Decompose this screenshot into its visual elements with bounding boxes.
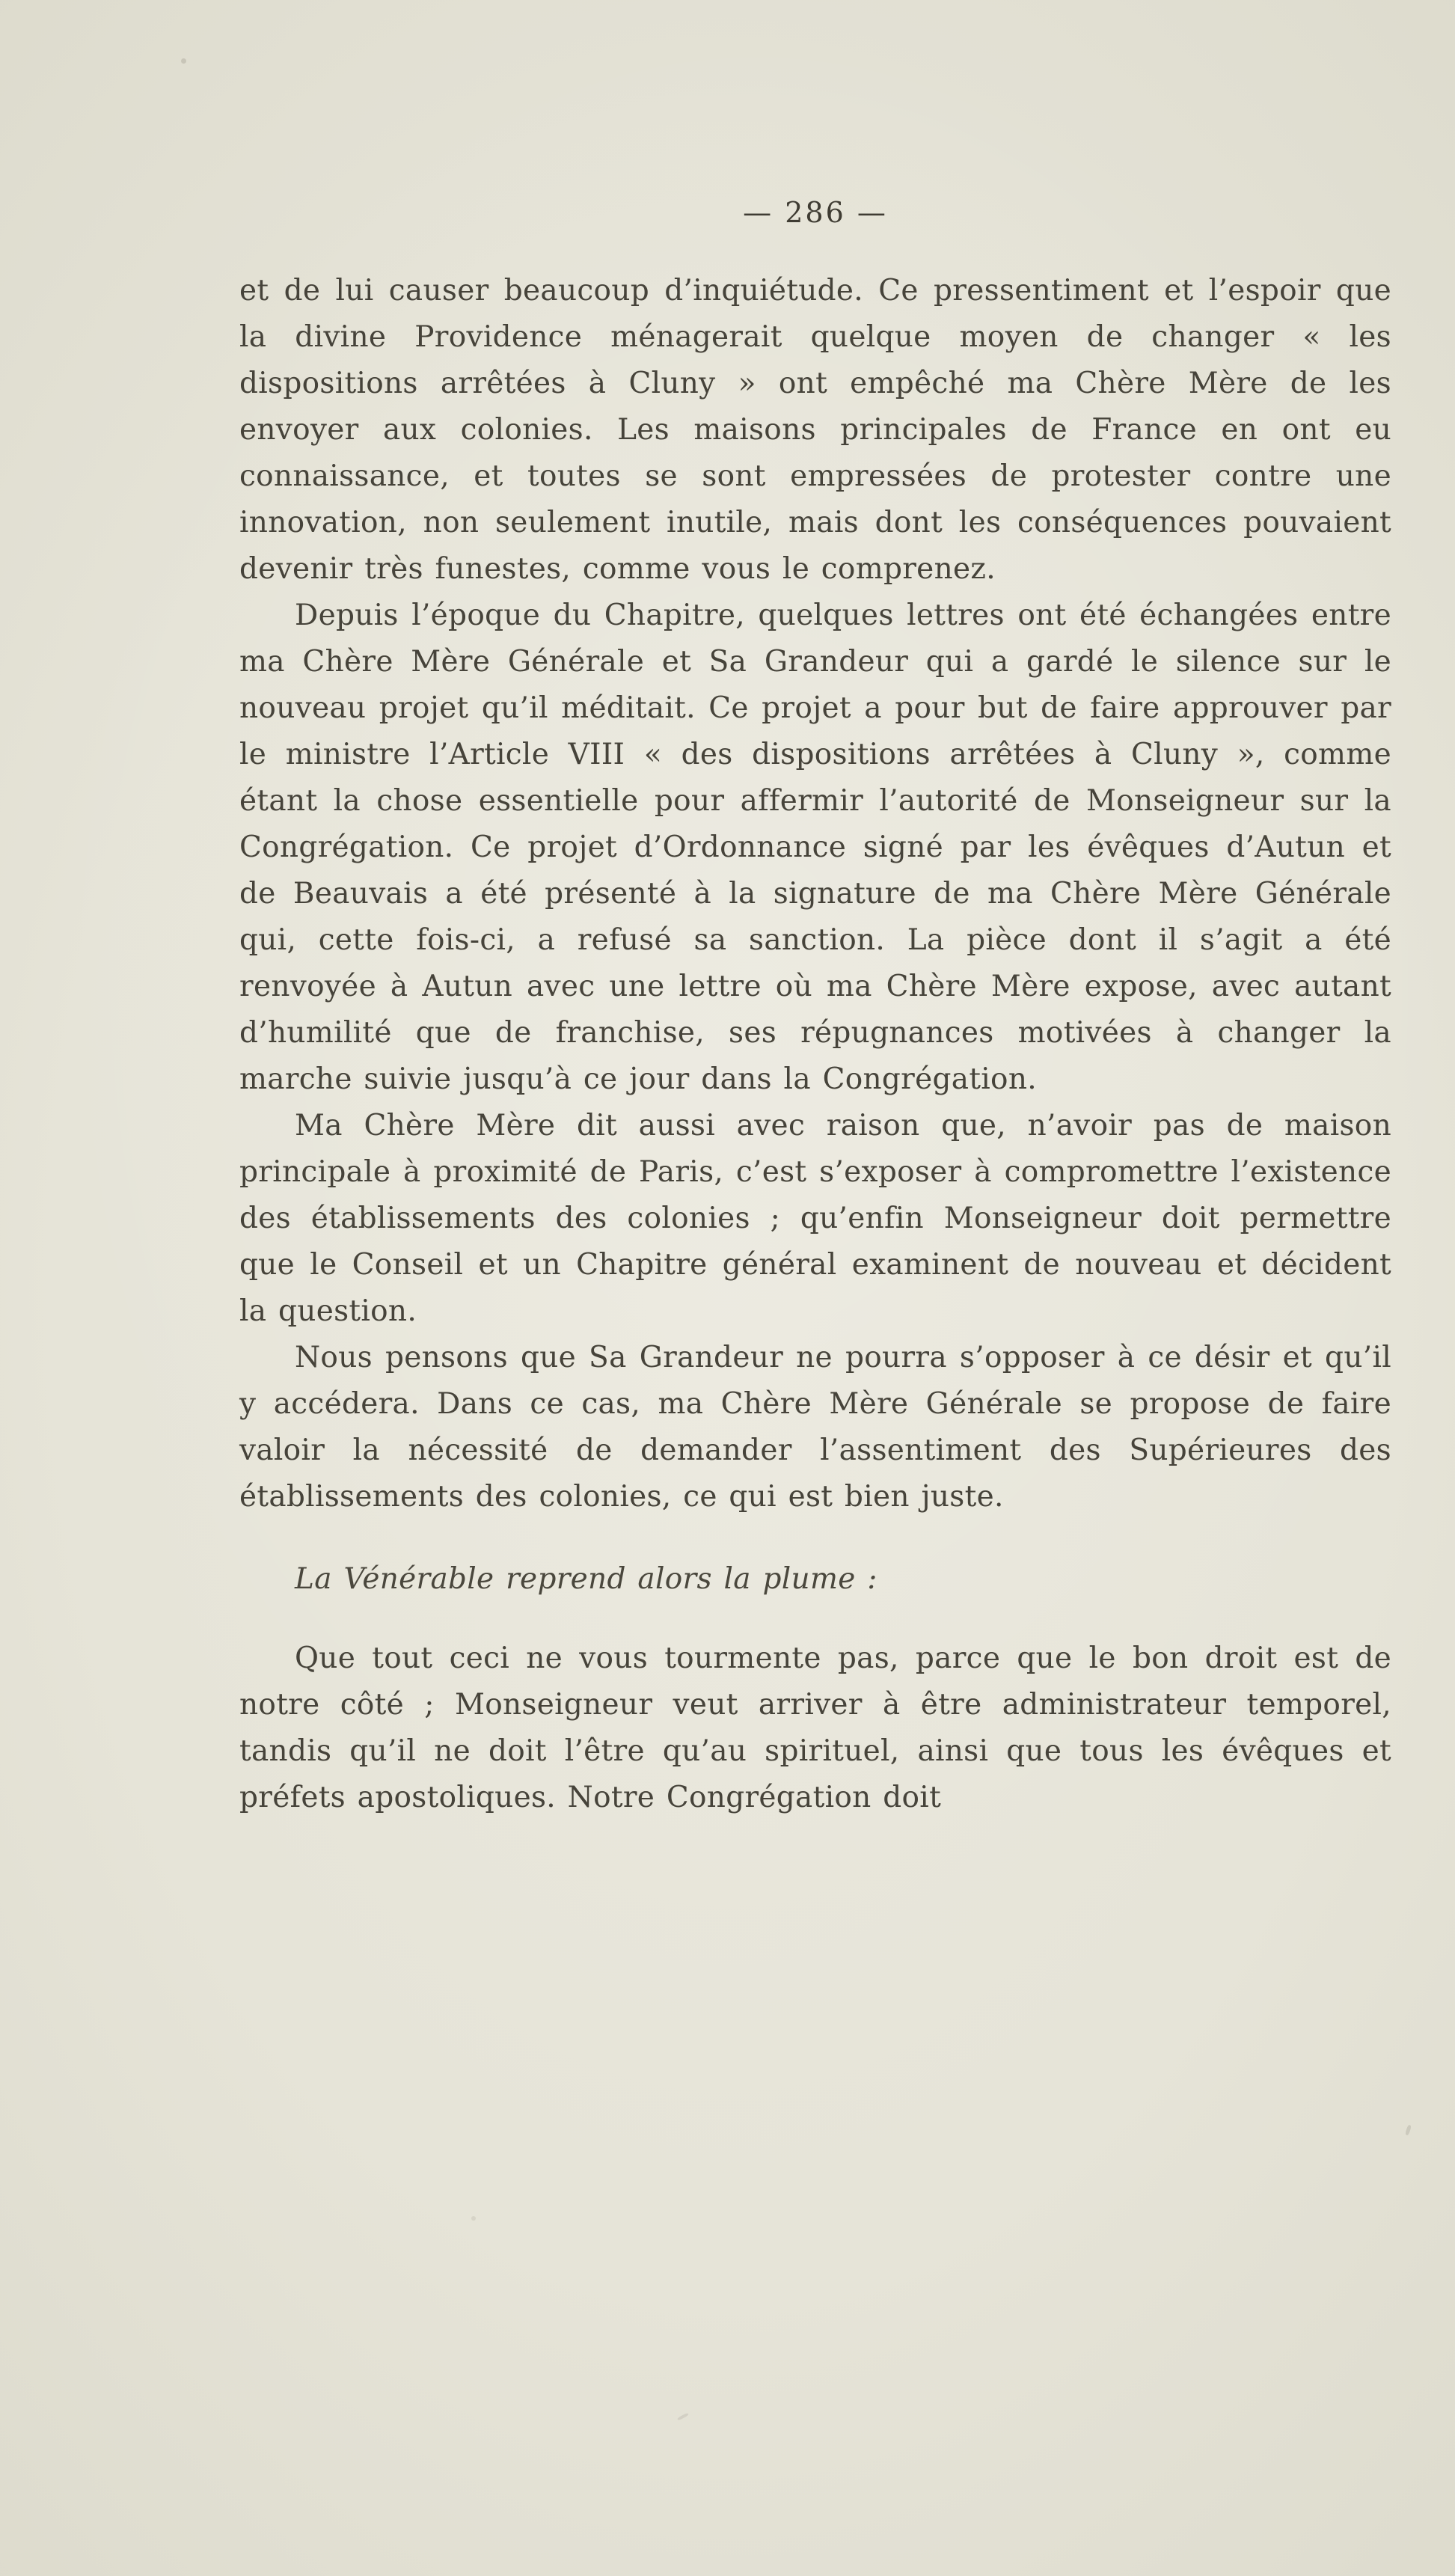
paragraph-continuation: et de lui causer beaucoup d’inquiétude. Ce pressentiment et l’espoir que la divine Providence ménagerait quelque moyen de changer « les dispositions arrêtées à Cluny » ont empêché ma Chère Mère de les envoyer aux colonies. Les maisons principales de France en ont eu connaissance, et toutes se sont empressées de protester contre une innovation, non seulement inutile, mais dont les conséquences pouvaient devenir très funestes, comme vous le comprenez.: [239, 274, 1391, 586]
paragraph: Nous pensons que Sa Grandeur ne pourra s’opposer à ce désir et qu’il y accédera. Dans ce cas, ma Chère Mère Générale se propose de faire valoir la nécessité de demander l’assentiment des Supérieures des établissements des colonies, ce qui est bien juste.: [239, 1341, 1391, 1514]
page-content: [239, 196, 1391, 1821]
scan-speck: [471, 2216, 476, 2221]
scan-speck: [181, 58, 186, 64]
editorial-note: La Vénérable reprend alors la plume :: [295, 1562, 877, 1596]
page-number: — 286 —: [743, 196, 888, 229]
paragraph: Ma Chère Mère dit aussi avec raison que, n’avoir pas de maison principale à proximité de Paris, c’est s’exposer à compromettre l’existence des établissements des colonies ; qu’enfin Monseigneur doit permettre que le Conseil et un Chapitre général examinent de nouveau et décident la question.: [239, 1109, 1391, 1328]
paragraph: Que tout ceci ne vous tourmente pas, parce que le bon droit est de notre côté ; Monseigneur veut arriver à être administrateur temporel, tandis qu’il ne doit l’être qu’au spirituel, ainsi que tous les évêques et préfets apostoliques. Notre Congrégation doit: [239, 1642, 1391, 1814]
scan-speck: [1405, 2125, 1412, 2136]
text-block: [239, 268, 1391, 1821]
scan-speck: [677, 2412, 689, 2420]
paragraph: Depuis l’époque du Chapitre, quelques lettres ont été échangées entre ma Chère Mère Générale et Sa Grandeur qui a gardé le silence sur le nouveau projet qu’il méditait. Ce projet a pour but de faire approuver par le ministre l’Article VIII « des dispositions arrêtées à Cluny », comme étant la chose essentielle pour affermir l’autorité de Monseigneur sur la Congrégation. Ce projet d’Ordonnance signé par les évêques d’Autun et de Beauvais a été présenté à la signature de ma Chère Mère Générale qui, cette fois-ci, a refusé sa sanction. La pièce dont il s’agit a été renvoyée à Autun avec une lettre où ma Chère Mère expose, avec autant d’humilité que de franchise, ses répugnances motivées à changer la marche suivie jusqu’à ce jour dans la Congrégation.: [239, 599, 1391, 1096]
